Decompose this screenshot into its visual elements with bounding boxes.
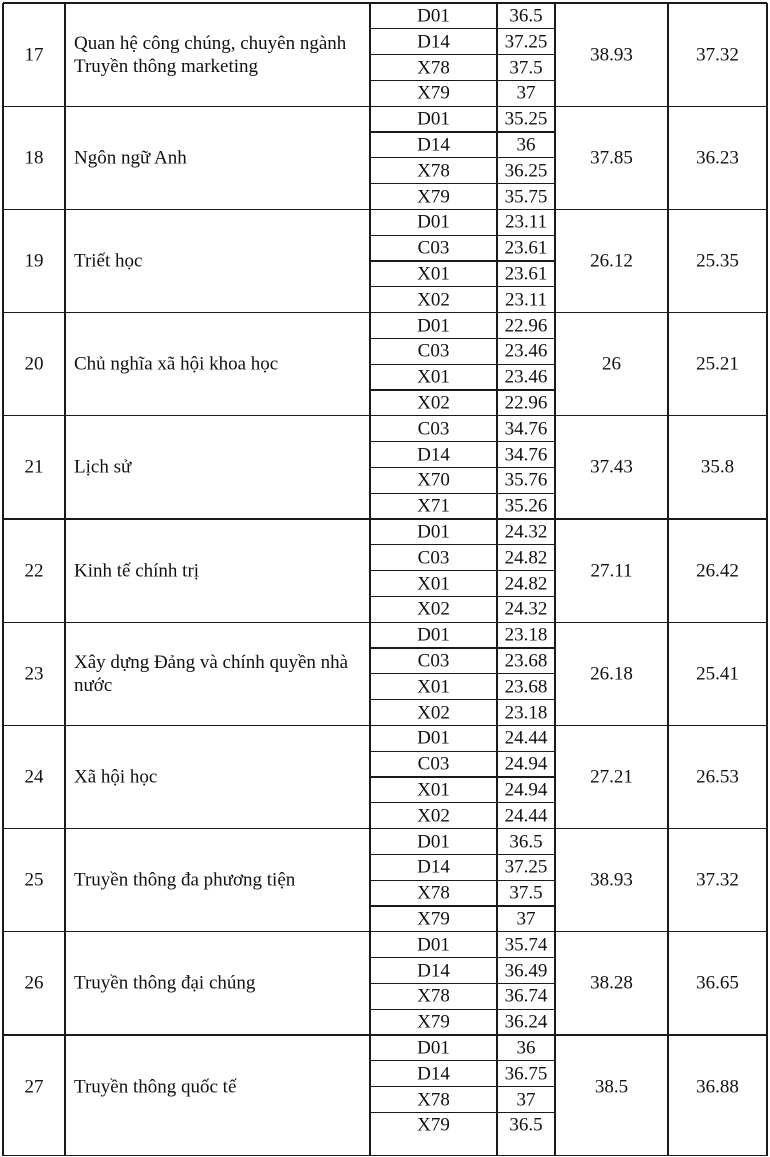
subject-combo-score: 23.68 <box>504 676 548 698</box>
subject-combo-code: C03 <box>417 418 450 440</box>
grid-subrow-line <box>370 802 555 803</box>
grid-subrow-line <box>370 1086 555 1087</box>
subject-combo-code: X79 <box>417 1011 450 1033</box>
subject-combo-score: 23.46 <box>504 340 548 362</box>
grid-subrow-line <box>370 364 555 365</box>
score-col4: 37.85 <box>590 147 633 169</box>
score-col5: 26.42 <box>696 560 739 582</box>
subject-combo-code: D14 <box>417 444 450 465</box>
subject-combo-code: X02 <box>417 805 450 827</box>
subject-combo-score: 24.82 <box>504 547 548 569</box>
subject-combo-code: D01 <box>417 521 450 543</box>
subject-combo-code: D01 <box>417 624 450 646</box>
subject-combo-code: X02 <box>417 598 450 620</box>
subject-combo-score: 23.11 <box>504 289 548 311</box>
subject-combo-score: 23.18 <box>504 624 548 646</box>
subject-combo-code: C03 <box>417 237 450 259</box>
score-col5: 26.53 <box>696 766 739 788</box>
grid-subrow-line <box>370 493 555 494</box>
grid-subrow-line <box>370 54 555 55</box>
subject-combo-score: 24.32 <box>504 521 548 543</box>
row-number: 20 <box>24 353 44 375</box>
grid-subrow-line <box>370 596 555 597</box>
subject-combo-score: 22.96 <box>504 392 548 414</box>
subject-combo-score: 36.25 <box>504 160 548 182</box>
subject-combo-code: X02 <box>417 289 450 311</box>
subject-combo-code: C03 <box>417 547 450 569</box>
subject-combo-code: C03 <box>417 340 450 362</box>
grid-subrow-line <box>370 544 555 545</box>
grid-row-line <box>3 828 767 829</box>
program-name: Xây dựng Đảng và chính quyền nhà nước <box>74 651 349 696</box>
score-col5: 35.8 <box>700 456 735 478</box>
program-name: Lịch sử <box>74 456 132 478</box>
subject-combo-score: 24.94 <box>504 753 548 775</box>
score-col4: 38.28 <box>590 972 633 994</box>
subject-combo-score: 24.44 <box>504 805 548 827</box>
subject-combo-score: 37.5 <box>509 57 543 78</box>
subject-combo-code: X78 <box>417 882 450 904</box>
subject-combo-score: 36.5 <box>509 5 543 27</box>
grid-subrow-line <box>370 673 555 674</box>
grid-row-line <box>3 1034 767 1035</box>
grid-row-line <box>3 312 767 313</box>
program-name: Ngôn ngữ Anh <box>74 147 187 169</box>
subject-combo-code: X70 <box>417 469 450 491</box>
subject-combo-code: D01 <box>417 108 450 130</box>
score-col4: 38.93 <box>590 44 633 66</box>
grid-subrow-line <box>370 338 555 339</box>
subject-combo-code: D01 <box>417 727 450 749</box>
subject-combo-score: 23.61 <box>504 263 548 285</box>
row-number: 21 <box>24 456 44 478</box>
subject-combo-code: X79 <box>417 1114 450 1136</box>
subject-combo-code: C03 <box>417 650 450 672</box>
score-col4: 27.11 <box>590 560 633 582</box>
grid-row-line <box>3 415 767 416</box>
score-col4: 38.5 <box>594 1076 629 1098</box>
score-col4: 27.21 <box>590 766 633 788</box>
subject-combo-score: 23.46 <box>504 366 548 388</box>
subject-combo-score: 23.18 <box>504 702 548 723</box>
grid-subrow-line <box>370 235 555 236</box>
grid-row-line <box>3 209 767 210</box>
grid-subrow-line <box>370 183 555 184</box>
row-number: 26 <box>24 972 44 994</box>
grid-subrow-line <box>370 28 555 29</box>
grid-subrow-line <box>370 157 555 158</box>
subject-combo-code: X01 <box>417 366 450 388</box>
subject-combo-score: 37.25 <box>504 31 548 53</box>
subject-combo-score: 37.5 <box>509 882 543 904</box>
subject-combo-code: D01 <box>417 211 450 233</box>
grid-row-line <box>3 518 767 519</box>
subject-combo-score: 23.68 <box>504 650 548 672</box>
grid-row-line <box>3 931 767 932</box>
row-number: 27 <box>24 1076 44 1098</box>
subject-combo-score: 22.96 <box>504 315 548 336</box>
subject-combo-score: 36.74 <box>504 985 548 1007</box>
subject-combo-score: 24.32 <box>504 598 548 620</box>
grid-subrow-line <box>370 776 555 777</box>
grid-subrow-line <box>370 1009 555 1010</box>
grid-subrow-line <box>370 467 555 468</box>
subject-combo-code: D01 <box>417 934 450 956</box>
subject-combo-score: 34.76 <box>504 418 548 440</box>
grid-subrow-line <box>370 699 555 700</box>
subject-combo-score: 35.74 <box>504 934 548 956</box>
subject-combo-score: 34.76 <box>504 444 548 465</box>
grid-subrow-line <box>370 80 555 81</box>
subject-combo-code: X01 <box>417 676 450 698</box>
subject-combo-score: 36.5 <box>509 831 543 852</box>
subject-combo-code: D01 <box>417 1037 450 1059</box>
grid-vline <box>64 3 65 1156</box>
subject-combo-code: D14 <box>417 31 450 53</box>
subject-combo-code: X78 <box>417 1089 450 1110</box>
grid-subrow-line <box>370 260 555 261</box>
subject-combo-score: 36.75 <box>504 1063 548 1085</box>
subject-combo-score: 24.82 <box>504 573 548 594</box>
grid-subrow-line <box>370 854 555 855</box>
grid-subrow-line <box>370 880 555 881</box>
subject-combo-score: 36.24 <box>504 1011 548 1033</box>
subject-combo-code: X01 <box>417 573 450 594</box>
grid-subrow-line <box>370 570 555 571</box>
subject-combo-code: X79 <box>417 908 450 930</box>
grid-vline <box>766 3 767 1156</box>
subject-combo-score: 23.11 <box>504 211 548 233</box>
score-col5: 37.32 <box>696 869 739 891</box>
subject-combo-score: 35.75 <box>504 186 548 207</box>
subject-combo-score: 36 <box>516 134 536 156</box>
grid-subrow-line <box>370 131 555 132</box>
score-col4: 26.12 <box>590 250 633 272</box>
score-col4: 26 <box>602 353 621 375</box>
subject-combo-code: X78 <box>417 160 450 182</box>
subject-combo-score: 37 <box>516 908 536 930</box>
row-number: 24 <box>24 766 44 788</box>
program-name: Xã hội học <box>74 766 158 788</box>
subject-combo-score: 36.49 <box>504 960 548 981</box>
subject-combo-score: 36 <box>516 1037 536 1059</box>
subject-combo-score: 23.61 <box>504 237 548 259</box>
grid-row-line <box>3 1155 767 1156</box>
score-col5: 36.88 <box>696 1076 739 1098</box>
subject-combo-code: X02 <box>417 702 450 723</box>
subject-combo-code: X79 <box>417 82 450 104</box>
row-number: 18 <box>24 147 44 169</box>
grid-subrow-line <box>370 983 555 984</box>
program-name: Truyền thông đại chúng <box>74 972 256 994</box>
subject-combo-score: 37 <box>516 82 536 104</box>
row-number: 23 <box>24 663 44 685</box>
score-col5: 25.35 <box>696 250 739 272</box>
grid-subrow-line <box>370 751 555 752</box>
program-name: Triết học <box>74 250 143 272</box>
subject-combo-score: 35.26 <box>504 495 548 517</box>
row-number: 19 <box>24 250 44 272</box>
subject-combo-code: D01 <box>417 831 450 852</box>
subject-combo-code: D01 <box>417 5 450 27</box>
score-col5: 37.32 <box>696 44 739 66</box>
score-col5: 36.23 <box>696 147 739 169</box>
subject-combo-code: X01 <box>417 779 450 801</box>
subject-combo-score: 35.25 <box>504 108 548 130</box>
grid-subrow-line <box>370 647 555 648</box>
grid-subrow-line <box>370 1112 555 1113</box>
subject-combo-score: 36.5 <box>509 1114 543 1136</box>
score-col4: 37.43 <box>590 456 633 478</box>
subject-combo-code: C03 <box>417 753 450 775</box>
subject-combo-score: 35.76 <box>504 469 548 491</box>
score-col5: 25.41 <box>696 663 739 685</box>
program-name: Truyền thông quốc tế <box>74 1076 237 1098</box>
row-number: 25 <box>24 869 44 891</box>
subject-combo-code: X78 <box>417 57 450 78</box>
grid-subrow-line <box>370 286 555 287</box>
grid-row-line <box>3 2 767 3</box>
subject-combo-score: 37.25 <box>504 856 548 878</box>
program-name: Quan hệ công chúng, chuyên ngành Truyền thông marketing <box>74 32 347 77</box>
subject-combo-code: X79 <box>417 186 450 207</box>
subject-combo-code: D01 <box>417 315 450 336</box>
grid-subrow-line <box>370 905 555 906</box>
row-number: 17 <box>24 44 44 66</box>
program-name: Chủ nghĩa xã hội khoa học <box>74 353 279 375</box>
subject-combo-code: X71 <box>417 495 450 517</box>
grid-subrow-line <box>370 957 555 958</box>
subject-combo-code: X78 <box>417 985 450 1007</box>
score-col4: 38.93 <box>590 869 633 891</box>
subject-combo-code: D14 <box>417 856 450 878</box>
subject-combo-score: 37 <box>516 1089 536 1110</box>
subject-combo-score: 24.44 <box>504 727 548 749</box>
score-col5: 25.21 <box>696 353 739 375</box>
row-number: 22 <box>24 560 44 582</box>
grid-row-line <box>3 725 767 726</box>
score-col4: 26.18 <box>590 663 633 685</box>
subject-combo-code: X02 <box>417 392 450 414</box>
subject-combo-code: D14 <box>417 1063 450 1085</box>
score-col5: 36.65 <box>696 972 739 994</box>
grid-row-line <box>3 106 767 107</box>
grid-subrow-line <box>370 1060 555 1061</box>
grid-vline <box>2 3 3 1156</box>
program-name: Truyền thông đa phương tiện <box>74 869 296 891</box>
subject-combo-score: 24.94 <box>504 779 548 801</box>
grid-subrow-line <box>370 389 555 390</box>
subject-combo-code: X01 <box>417 263 450 285</box>
grid-subrow-line <box>370 441 555 442</box>
subject-combo-code: D14 <box>417 134 450 156</box>
program-name: Kinh tế chính trị <box>74 560 200 582</box>
subject-combo-code: D14 <box>417 960 450 981</box>
grid-vline <box>667 3 668 1156</box>
grid-row-line <box>3 622 767 623</box>
